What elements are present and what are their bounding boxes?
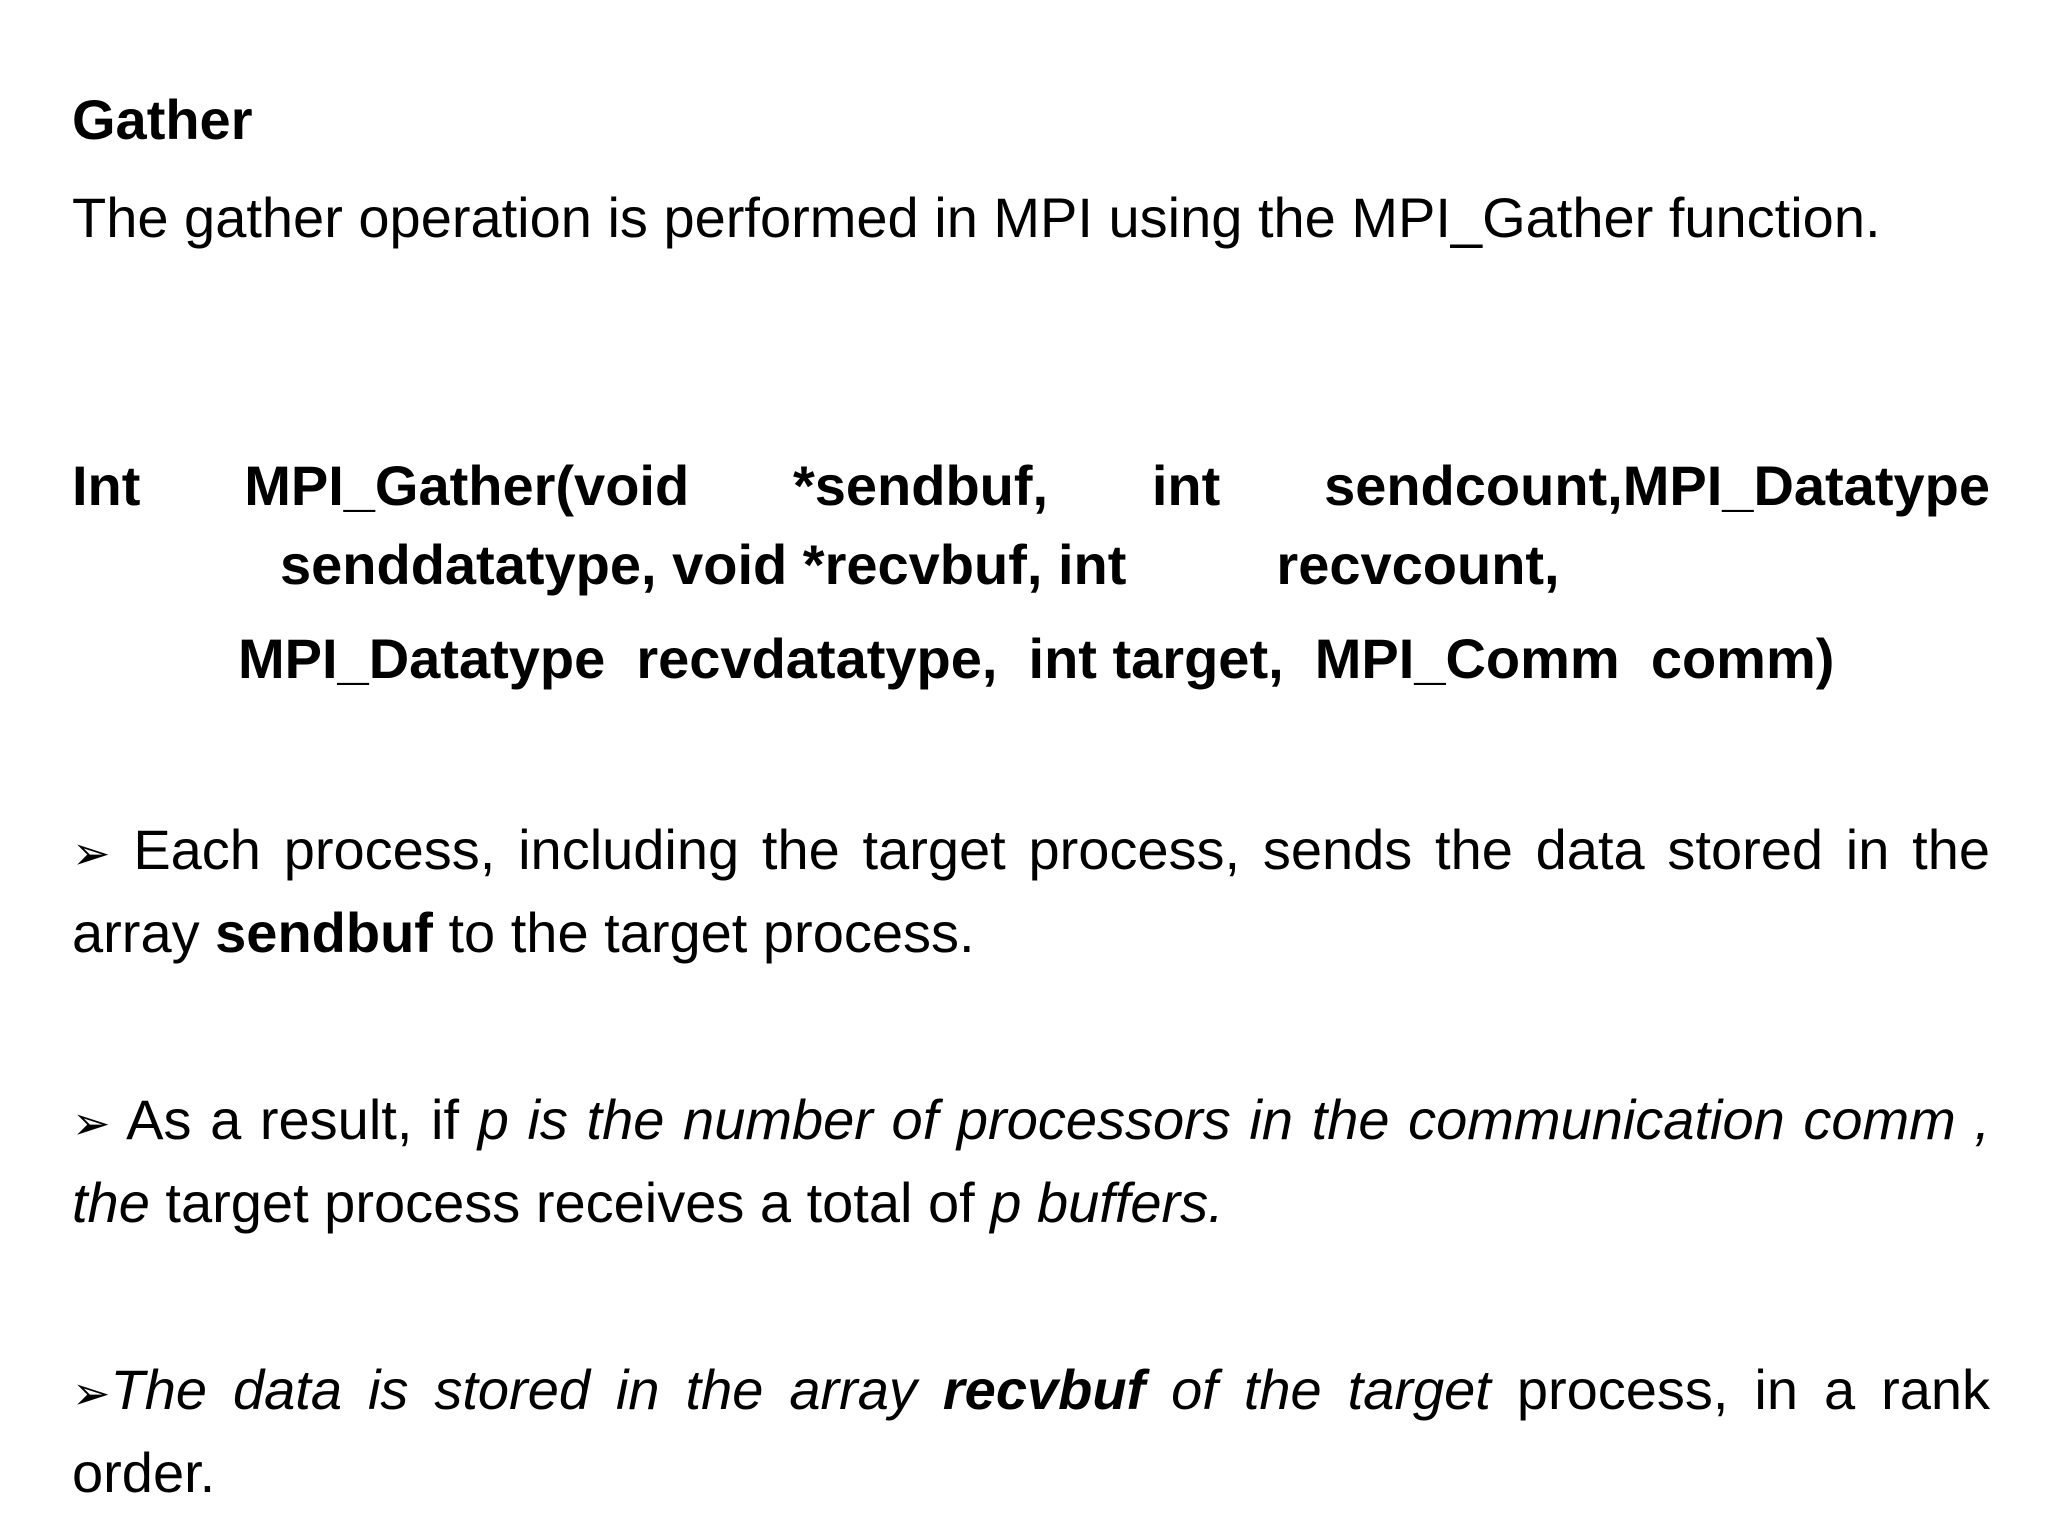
signature-segment: recvcount,: [1276, 533, 1560, 596]
bullet-text: to the target process.: [448, 901, 975, 964]
bullet-emphasis: p is the number of processors in the communication comm , the: [72, 1088, 1991, 1234]
function-signature-line-3: MPI_Datatype recvdatatype, int target, MPI_Comm comm): [238, 627, 1835, 690]
bullet-emphasis: The data is stored in the array: [110, 1358, 917, 1421]
bullet-2: [72, 1080, 1990, 1242]
signature-segment: senddatatype, void *recvbuf, int: [280, 533, 1127, 596]
bullet-1: [72, 810, 1990, 972]
intro-paragraph: The gather operation is performed in MPI using the MPI_Gather function.: [72, 186, 1881, 249]
bullet-strong-emphasis: recvbuf: [942, 1358, 1146, 1421]
arrowhead-bullet-icon: ➢: [72, 826, 111, 880]
signature-token: *sendbuf,: [792, 454, 1049, 517]
bullet-text: process, in a rank order.: [72, 1358, 1991, 1504]
arrowhead-bullet-icon: ➢: [72, 1366, 111, 1420]
signature-token: sendcount,MPI_Datatype: [1324, 454, 1990, 517]
bullet-text: target process receives a total of: [165, 1171, 975, 1234]
signature-token: Int: [72, 454, 141, 517]
signature-token: int: [1151, 454, 1221, 517]
bullet-emphasis: p buffers.: [990, 1171, 1224, 1234]
arrowhead-bullet-icon: ➢: [72, 1096, 111, 1150]
function-signature-line-2: [280, 526, 1560, 604]
slide-title: Gather: [72, 88, 253, 151]
function-signature-line-1: [72, 447, 1990, 525]
signature-token: MPI_Gather(void: [244, 454, 690, 517]
bullet-strong: sendbuf: [215, 901, 433, 964]
bullet-3: [72, 1350, 1990, 1512]
bullet-text: Each process, including the target process, sends the data stored in the array: [72, 818, 1990, 964]
bullet-emphasis: of the target: [1171, 1358, 1491, 1421]
bullet-text: As a result, if: [126, 1088, 460, 1151]
